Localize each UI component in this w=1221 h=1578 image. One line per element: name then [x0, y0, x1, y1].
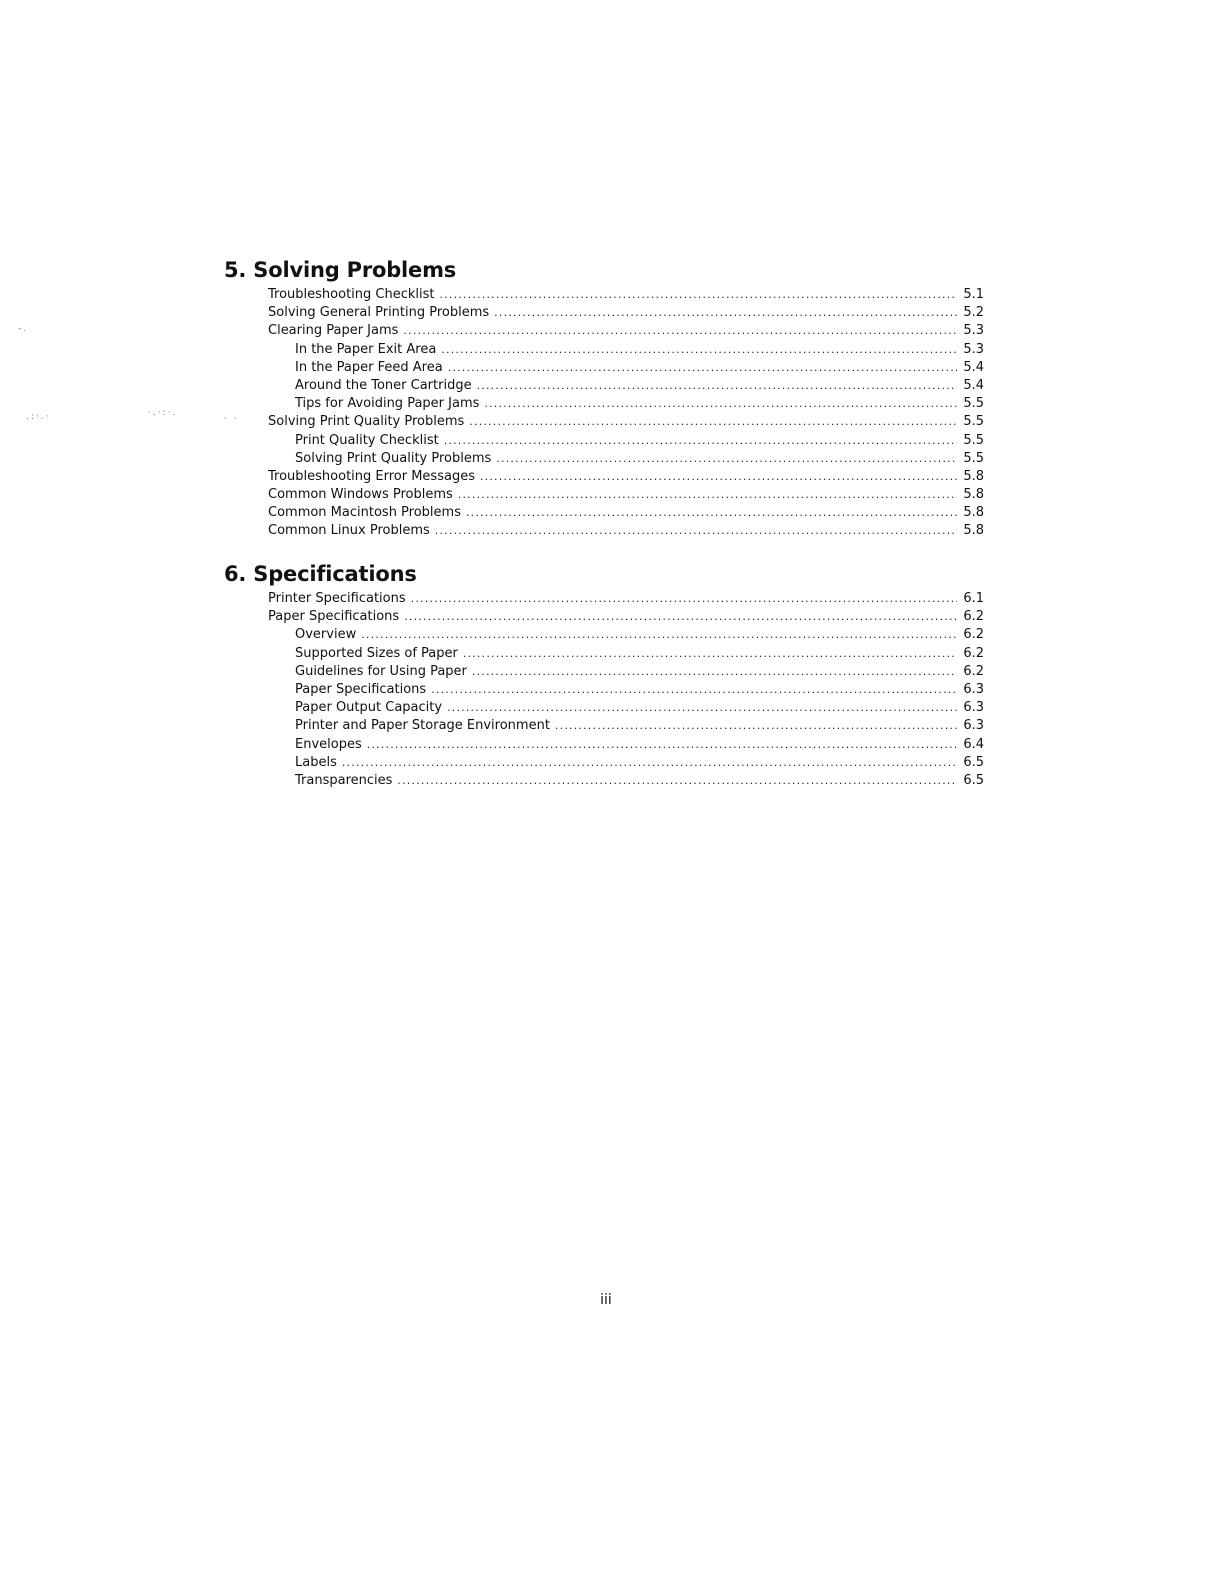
- toc-entry-page: 6.2: [963, 627, 984, 643]
- toc-entry-label: Troubleshooting Error Messages: [268, 468, 475, 484]
- toc-entry[interactable]: [224, 450, 984, 468]
- toc-entry-label: Labels: [295, 754, 337, 770]
- dot-leader: [439, 286, 957, 304]
- dot-leader: [448, 359, 957, 377]
- toc-entry-page: 6.5: [963, 754, 984, 770]
- toc-entry-page: 6.2: [963, 609, 984, 625]
- dot-leader: [444, 432, 957, 450]
- toc-entry-label: Transparencies: [295, 772, 393, 788]
- toc-entry-label: Solving General Printing Problems: [268, 305, 490, 321]
- dot-leader: [447, 699, 957, 717]
- toc-entry[interactable]: [224, 413, 984, 431]
- toc-entry-page: 6.3: [963, 681, 984, 697]
- toc-entry-page: 6.2: [963, 645, 984, 661]
- toc-entry-page: 5.2: [963, 305, 984, 321]
- toc-entry-label: Troubleshooting Checklist: [268, 287, 435, 302]
- toc-entry-page: 5.1: [963, 287, 984, 302]
- toc-entry-label: Common Macintosh Problems: [268, 505, 461, 521]
- toc-entry-label: Solving Print Quality Problems: [268, 414, 465, 430]
- dot-leader: [469, 413, 957, 431]
- toc-entry[interactable]: [224, 286, 984, 304]
- dot-leader: [458, 486, 957, 504]
- toc-entry[interactable]: [224, 645, 984, 663]
- toc-entry-page: 5.5: [963, 414, 984, 430]
- toc-entry-label: Clearing Paper Jams: [268, 323, 399, 339]
- toc-entry-label: Paper Specifications: [295, 681, 427, 697]
- toc-entry-label: Print Quality Checklist: [295, 432, 439, 448]
- page-number: iii: [600, 1292, 612, 1308]
- dot-leader: [494, 304, 957, 322]
- toc-entry-label: Printer and Paper Storage Environment: [295, 718, 550, 734]
- toc-entry[interactable]: [224, 432, 984, 450]
- toc-entry[interactable]: [224, 736, 984, 754]
- dot-leader: [466, 504, 957, 522]
- toc-entry-page: 6.3: [963, 718, 984, 734]
- section-heading: 6. Specifications: [224, 562, 417, 586]
- dot-leader: [342, 754, 957, 772]
- toc-entry-page: 5.3: [963, 341, 984, 357]
- toc-entry-label: Common Linux Problems: [268, 523, 430, 539]
- toc-entry[interactable]: [224, 522, 984, 540]
- toc-section-solving-problems: [224, 258, 984, 541]
- toc-entry[interactable]: [224, 468, 984, 486]
- toc-entry-page: 6.1: [963, 591, 984, 606]
- toc-list: [224, 286, 984, 541]
- toc-entry-page: 6.5: [963, 772, 984, 788]
- toc-entry-label: Envelopes: [295, 736, 362, 752]
- toc-entry[interactable]: [224, 754, 984, 772]
- dot-leader: [404, 608, 957, 626]
- toc-entry[interactable]: [224, 377, 984, 395]
- toc-entry[interactable]: [224, 359, 984, 377]
- scan-speck: · ·: [224, 414, 239, 424]
- scan-speck: -.: [18, 324, 29, 334]
- dot-leader: [367, 736, 957, 754]
- dot-leader: [403, 322, 957, 340]
- section-heading: 5. Solving Problems: [224, 258, 457, 282]
- toc-list: [224, 590, 984, 790]
- toc-entry-label: Around the Toner Cartridge: [295, 377, 472, 393]
- toc-section-specifications: [224, 562, 984, 790]
- toc-entry[interactable]: [224, 626, 984, 644]
- dot-leader: [496, 450, 957, 468]
- toc-entry-label: Solving Print Quality Problems: [295, 450, 492, 466]
- toc-entry-page: 5.5: [963, 396, 984, 412]
- scan-speck: .:·.·: [26, 412, 51, 422]
- toc-entry-label: Paper Output Capacity: [295, 700, 443, 716]
- scan-speck: ·.·:·.: [148, 408, 178, 418]
- dot-leader: [397, 772, 957, 790]
- toc-entry-label: Paper Specifications: [268, 609, 400, 625]
- toc-entry-page: 5.3: [963, 323, 984, 339]
- dot-leader: [463, 645, 957, 663]
- toc-entry[interactable]: [224, 608, 984, 626]
- toc-entry[interactable]: [224, 504, 984, 522]
- toc-entry[interactable]: [224, 590, 984, 608]
- toc-entry-label: Overview: [295, 627, 357, 643]
- toc-entry-label: Tips for Avoiding Paper Jams: [295, 396, 480, 412]
- toc-entry[interactable]: [224, 486, 984, 504]
- toc-entry-label: Common Windows Problems: [268, 487, 453, 503]
- dot-leader: [484, 395, 957, 413]
- toc-entry[interactable]: [224, 663, 984, 681]
- toc-entry-page: 5.4: [963, 359, 984, 375]
- toc-entry-label: Printer Specifications: [268, 591, 406, 606]
- dot-leader: [441, 341, 957, 359]
- dot-leader: [431, 681, 957, 699]
- toc-entry-page: 5.5: [963, 450, 984, 466]
- toc-entry-label: In the Paper Exit Area: [295, 341, 437, 357]
- toc-entry[interactable]: [224, 699, 984, 717]
- toc-entry[interactable]: [224, 772, 984, 790]
- dot-leader: [411, 590, 957, 608]
- toc-entry[interactable]: [224, 395, 984, 413]
- toc-entry-page: 5.8: [963, 487, 984, 503]
- toc-entry-page: 5.8: [963, 468, 984, 484]
- toc-entry-page: 5.8: [963, 523, 984, 539]
- toc-entry-page: 5.5: [963, 432, 984, 448]
- toc-entry-page: 5.4: [963, 377, 984, 393]
- toc-entry-page: 5.8: [963, 505, 984, 521]
- dot-leader: [477, 377, 957, 395]
- toc-entry-page: 6.4: [963, 736, 984, 752]
- toc-entry-page: 6.3: [963, 700, 984, 716]
- toc-entry[interactable]: [224, 681, 984, 699]
- toc-entry-label: In the Paper Feed Area: [295, 359, 443, 375]
- dot-leader: [472, 663, 957, 681]
- dot-leader: [361, 626, 957, 644]
- dot-leader: [555, 717, 957, 735]
- toc-entry[interactable]: [224, 304, 984, 322]
- toc-entry-label: Guidelines for Using Paper: [295, 663, 467, 679]
- toc-entry-page: 6.2: [963, 663, 984, 679]
- dot-leader: [480, 468, 957, 486]
- toc-entry[interactable]: [224, 717, 984, 735]
- toc-entry[interactable]: [224, 322, 984, 340]
- dot-leader: [435, 522, 957, 540]
- toc-entry-label: Supported Sizes of Paper: [295, 645, 458, 661]
- toc-entry[interactable]: [224, 341, 984, 359]
